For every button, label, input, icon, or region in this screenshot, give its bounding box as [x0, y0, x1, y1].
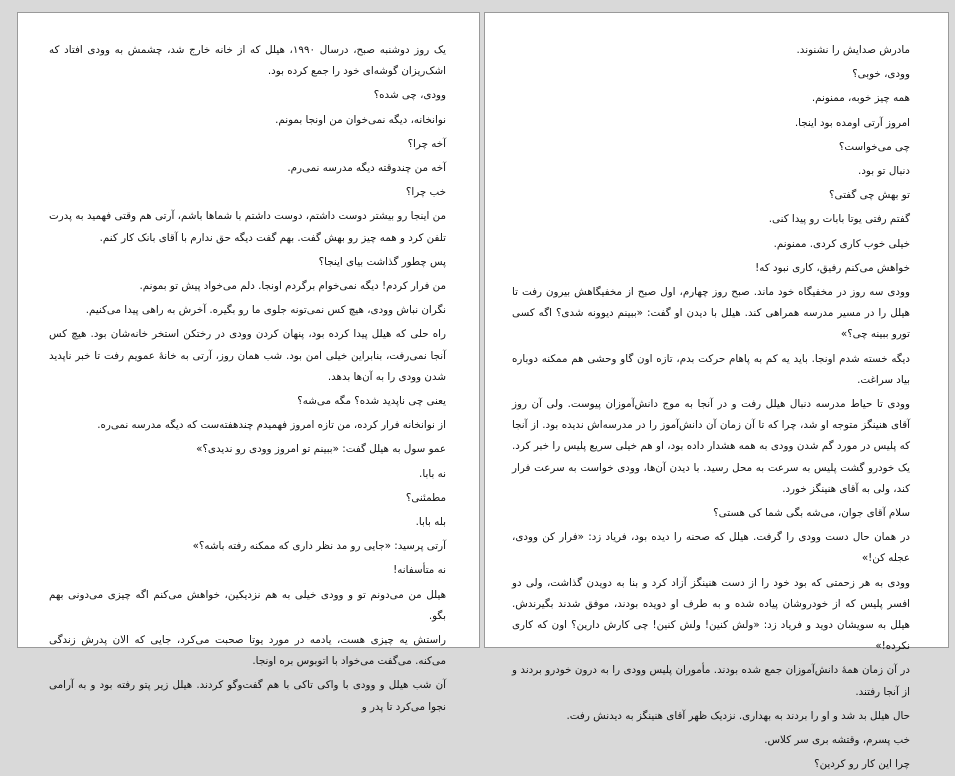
paragraph: وودی سه روز در مخفیگاه خود ماند. صبح روز چهارم، اول صبح از مخفیگاهش بیرون رفت تا هیلل را در مسیر مدرسه همراهی کند. هیلل با دیدن او گفت: «ببینم دیوونه شدی؟ اگه کسی تورو ببینه چی؟» [512, 286, 910, 341]
paragraph: عمو سول به هیلل گفت: «ببینم تو امروز وودی رو ندیدی؟» [196, 443, 446, 456]
paragraph: آخه من چندوقته دیگه مدرسه نمی‌رم. [287, 162, 446, 175]
paragraph: تو بهش چی گفتی؟ [829, 189, 910, 202]
paragraph: وودی به هر زحمتی که بود خود را از دست هنینگز آزاد کرد و بنا به دویدن گذاشت، ولی دو افسر پلیس که از خودروشان پیاده شده و به طرف او دویده بودند، موفق شدند بگیرندش. هیلل به سویشان دوید و فریاد زد: «ولش کنین! ولش کنین! چی کارش دارین؟ اون که کاری نکرده!» [512, 576, 910, 653]
paragraph: گفتم رفتی یوتا بابات رو پیدا کنی. [768, 213, 910, 226]
paragraph: وودی، چی شده؟ [373, 89, 446, 102]
paragraph: خب پسرم، وقتشه بری سر کلاس. [764, 734, 910, 747]
paragraph: همه چیز خوبه، ممنونم. [811, 92, 910, 105]
paragraph: بله بابا. [415, 516, 446, 529]
paragraph: وودی تا حیاط مدرسه دنبال هیلل رفت و در آنجا به موج دانش‌آموزان پیوست. ولی آن روز آقای هنینگز متوجه او شد، چرا که تا آن زمان آن دانش‌آموز را در مدرسه‌اش ندیده بود. از آنجا که پلیس در مورد گم شدن وودی به همه هشدار داده بود، او هم خیلی سریع پلیس را خبر کرد. یک خودرو گشت پلیس به سرعت به محل رسید. با دیدن آن‌ها، وودی خواست به سرعت فرار کند، ولی به آقای هنینگز خورد. [512, 398, 910, 495]
paragraph: من فرار کردم! دیگه نمی‌خوام برگردم اونجا. دلم می‌خواد پیش تو بمونم. [139, 280, 446, 293]
paragraph: نگران نباش وودی، هیچ کس نمی‌تونه جلوی ما رو بگیره. آخرش به راهی پیدا می‌کنیم. [85, 304, 446, 317]
paragraph: دنبال تو بود. [858, 165, 910, 178]
paragraph: مطمئنی؟ [405, 491, 446, 504]
paragraph: پس چطور گذاشت بیای اینجا؟ [318, 255, 446, 268]
paragraph: آرتی پرسید: «جایی رو مد نظر داری که ممکنه رفته باشه؟» [192, 540, 446, 553]
paragraph: امروز آرتی اومده بود اینجا. [794, 116, 910, 129]
paragraph: خیلی خوب کاری کردی. ممنونم. [773, 237, 910, 250]
paragraph: هیلل من می‌دونم تو و وودی خیلی به هم نزدیکین، خواهش می‌کنم اگه چیزی می‌دونی بهم بگو. [49, 588, 446, 622]
paragraph: نه متأسفانه! [393, 564, 446, 577]
paragraph: در آن زمان همهٔ دانش‌آموزان جمع شده بودند. مأموران پلیس وودی را به درون خودرو بردند و از آنجا رفتند. [512, 664, 910, 698]
paragraph: سلام آقای جوان، می‌شه بگی شما کی هستی؟ [713, 507, 910, 520]
paragraph: دیگه خسته شدم اونجا. باید یه کم به پاهام حرکت بدم، تازه اون گاو وحشی هم ممکنه دوباره بیاد سراغت. [512, 352, 910, 386]
paragraph: آخه چرا؟ [407, 137, 446, 150]
paragraph: چی می‌خواست؟ [838, 140, 910, 153]
paragraph: وودی، خوبی؟ [852, 68, 910, 81]
paragraph: خب چرا؟ [405, 186, 446, 199]
paragraph: مادرش صدایش را نشنوند. [796, 44, 910, 56]
paragraph: آن شب هیلل و وودی با واکی تاکی با هم گفت‌وگو کردند. هیلل زیر پتو رفته بود و به آرامی نجوا می‌کرد تا پدر و [49, 679, 446, 713]
document-page-left [17, 12, 480, 713]
paragraph: یعنی چی ناپدید شده؟ مگه می‌شه؟ [297, 395, 446, 408]
document-page-right [484, 12, 949, 771]
paragraph: حال هیلل بد شد و او را بردند به بهداری. نزدیک ظهر آقای هنینگز به دیدنش رفت. [566, 709, 910, 722]
paragraph: من اینجا رو بیشتر دوست داشتم، دوست داشتم با شماها باشم، آرتی هم وقتی فهمید به پدرت تلفن کرد و همه چیز رو بهش گفت. بهم گفت دیگه حق ندارم با آقای بانک کار کنم. [49, 210, 446, 244]
paragraph: از نوانخانه فرار کرده، من تازه امروز فهمیدم چندهفته‌ست که دیگه مدرسه نمی‌ره. [97, 419, 446, 432]
paragraph: در همان حال دست وودی را گرفت. هیلل که صحنه را دیده بود، فریاد زد: «فرار کن وودی، عجله کن!» [512, 531, 910, 565]
paragraph: نه بابا. [419, 467, 446, 480]
paragraph: راستش یه چیزی هست، یادمه در مورد یوتا صحبت می‌کرد، جایی که الان پدرش زندگی می‌کنه. می‌گفت می‌خواد با اتوبوس بره اونجا. [49, 634, 446, 668]
paragraph: راه حلی که هیلل پیدا کرده بود، پنهان کردن وودی در رختکن استخر خانه‌شان بود. هیچ کس آنجا نمی‌رفت، بنابراین خیلی امن بود. شب همان روز، آرتی به خانهٔ عمویم رفت تا خبر ناپدید شدن وودی را به آن‌ها بدهد. [49, 328, 446, 383]
paragraph: یک روز دوشنبه صبح، درسال ۱۹۹۰، هیلل که از خانه خارج شد، چشمش به وودی افتاد که اشک‌ریزان گوشه‌ای خود را جمع کرده بود. [49, 44, 446, 78]
paragraph: خواهش می‌کنم رفیق، کاری نبود که! [755, 261, 910, 274]
paragraph: نوانخانه، دیگه نمی‌خوان من اونجا بمونم. [275, 113, 446, 126]
paragraph: چرا این کار رو کردین؟ [814, 758, 910, 771]
